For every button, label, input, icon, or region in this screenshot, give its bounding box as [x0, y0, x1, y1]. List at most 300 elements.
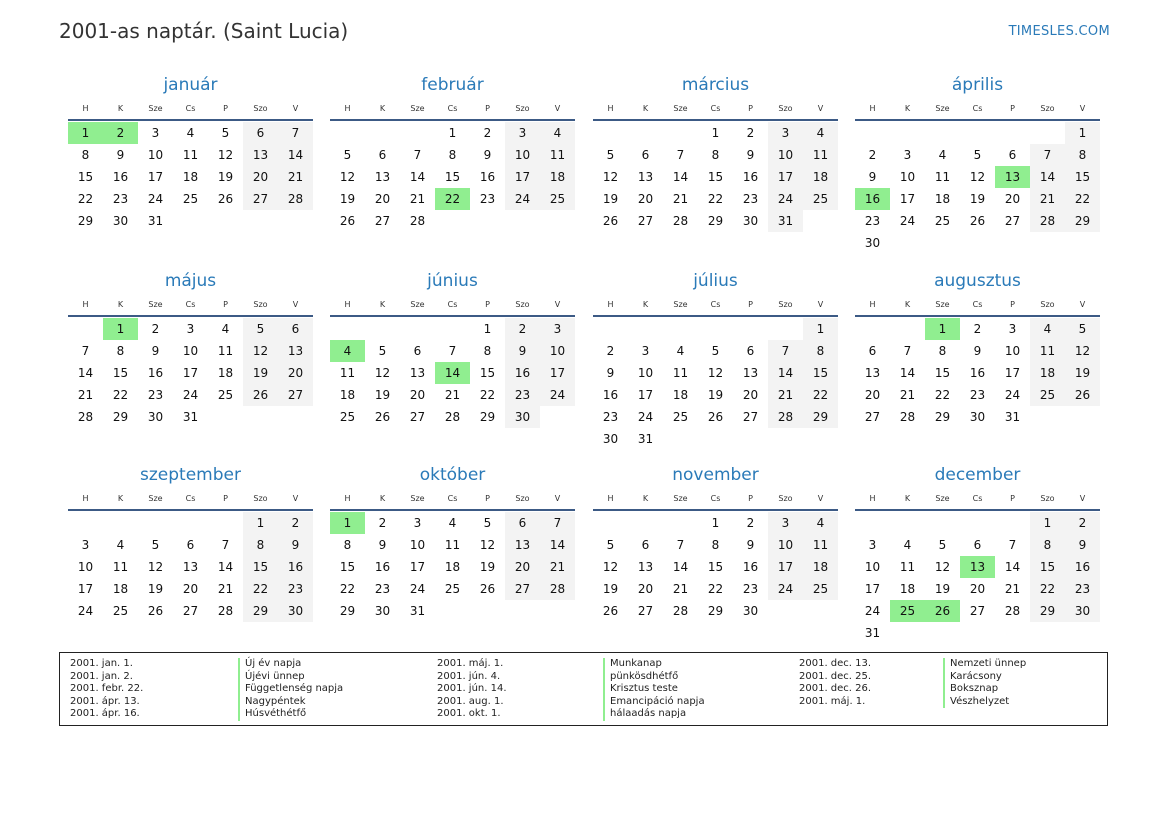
- day-cell: 21: [278, 166, 313, 188]
- day-cell: 21: [672, 192, 689, 206]
- weekday-label: K: [379, 300, 386, 309]
- day-cell: 21: [1004, 582, 1021, 596]
- day-cell: 25: [803, 188, 838, 210]
- weekday-label: Sze: [148, 104, 163, 113]
- page-title: 2001-as naptár. (Saint Lucia): [59, 19, 349, 43]
- day-cell: 5: [378, 344, 387, 358]
- day-cell: 8: [1065, 144, 1100, 166]
- month-calendar: [330, 462, 575, 622]
- day-cell: 8: [81, 148, 90, 162]
- day-cell: 20: [637, 582, 654, 596]
- day-cell: 30: [147, 410, 164, 424]
- month-calendar: [68, 72, 313, 232]
- holiday-names-col-3: [943, 658, 1026, 708]
- empty-cell: [663, 512, 698, 534]
- day-cell: 3: [151, 126, 160, 140]
- day-cell: 29: [77, 214, 94, 228]
- month-name: február: [421, 75, 484, 95]
- day-cell: 28: [672, 214, 689, 228]
- day-cell: 16: [147, 366, 164, 380]
- day-cell: 7: [1008, 538, 1017, 552]
- day-cell: 1: [103, 318, 138, 340]
- day-cell: 15: [1030, 556, 1065, 578]
- empty-cell: [768, 318, 803, 340]
- day-grid: [68, 511, 313, 622]
- weekday-label: H: [607, 104, 614, 113]
- day-cell: 13: [409, 366, 426, 380]
- day-cell: 27: [969, 604, 986, 618]
- day-cell: 6: [378, 148, 387, 162]
- holiday-name: Nagypéntek: [238, 696, 343, 709]
- weekday-label: Szo: [515, 300, 530, 309]
- day-cell: 4: [221, 322, 230, 336]
- day-cell: 15: [803, 362, 838, 384]
- day-cell: 19: [602, 582, 619, 596]
- weekday-label: P: [485, 494, 490, 503]
- day-cell: 20: [1004, 192, 1021, 206]
- day-cell: 25: [112, 604, 129, 618]
- day-cell: 3: [768, 122, 803, 144]
- day-cell: 6: [186, 538, 195, 552]
- weekday-label: V: [817, 104, 824, 113]
- day-cell: 4: [803, 512, 838, 534]
- day-cell: 14: [672, 560, 689, 574]
- empty-cell: [593, 318, 628, 340]
- day-cell: 7: [903, 344, 912, 358]
- day-cell: 17: [505, 166, 540, 188]
- day-cell: 8: [116, 344, 125, 358]
- day-cell: 4: [903, 538, 912, 552]
- day-cell: 4: [330, 340, 365, 362]
- day-cell: 5: [606, 148, 615, 162]
- weekday-label: H: [607, 300, 614, 309]
- weekday-header: [68, 488, 313, 511]
- holiday-name: Vészhelyzet: [943, 696, 1026, 709]
- day-cell: 17: [147, 170, 164, 184]
- day-cell: 25: [672, 410, 689, 424]
- day-cell: 15: [243, 556, 278, 578]
- day-cell: 2: [151, 322, 160, 336]
- weekday-label: P: [485, 300, 490, 309]
- day-grid: [855, 511, 1100, 644]
- day-cell: 6: [505, 512, 540, 534]
- day-cell: 11: [182, 148, 199, 162]
- day-cell: 19: [479, 560, 496, 574]
- day-cell: 28: [1030, 210, 1065, 232]
- day-grid: [330, 511, 575, 622]
- day-cell: 6: [973, 538, 982, 552]
- month-name: március: [681, 75, 750, 95]
- day-cell: 13: [278, 340, 313, 362]
- weekday-label: K: [642, 494, 649, 503]
- day-cell: 11: [672, 366, 689, 380]
- day-cell: 22: [934, 388, 951, 402]
- day-cell: 7: [676, 148, 685, 162]
- empty-cell: [960, 512, 995, 534]
- weekday-label: P: [1010, 104, 1015, 113]
- weekday-label: Cs: [447, 300, 458, 309]
- day-cell: 11: [899, 560, 916, 574]
- empty-cell: [628, 318, 663, 340]
- day-cell: 27: [864, 410, 881, 424]
- day-cell: 9: [378, 538, 387, 552]
- day-cell: 8: [343, 538, 352, 552]
- day-cell: 2: [746, 126, 755, 140]
- day-cell: 18: [672, 388, 689, 402]
- holiday-name: Függetlenség napja: [238, 683, 343, 696]
- day-cell: 1: [711, 516, 720, 530]
- day-cell: 4: [1030, 318, 1065, 340]
- day-cell: 5: [151, 538, 160, 552]
- day-cell: 24: [182, 388, 199, 402]
- day-cell: 25: [803, 578, 838, 600]
- day-cell: 22: [1065, 188, 1100, 210]
- day-cell: 30: [742, 214, 759, 228]
- month-name: december: [934, 465, 1021, 485]
- day-cell: 26: [1065, 384, 1100, 406]
- day-cell: 20: [864, 388, 881, 402]
- empty-cell: [960, 122, 995, 144]
- holiday-name: Nemzeti ünnep: [943, 658, 1026, 671]
- day-cell: 9: [606, 366, 615, 380]
- day-cell: 20: [278, 362, 313, 384]
- day-cell: 11: [803, 534, 838, 556]
- day-cell: 23: [1065, 578, 1100, 600]
- weekday-label: P: [223, 494, 228, 503]
- day-cell: 16: [855, 188, 890, 210]
- day-cell: 6: [1008, 148, 1017, 162]
- day-cell: 30: [374, 604, 391, 618]
- day-cell: 12: [243, 340, 278, 362]
- day-cell: 17: [899, 192, 916, 206]
- day-cell: 25: [890, 600, 925, 622]
- empty-cell: [995, 122, 1030, 144]
- month-name: július: [693, 271, 738, 291]
- day-cell: 23: [602, 410, 619, 424]
- holiday-date: 2001. aug. 1.: [437, 695, 504, 707]
- weekday-label: K: [642, 300, 649, 309]
- day-cell: 8: [1030, 534, 1065, 556]
- day-grid: [855, 121, 1100, 254]
- day-cell: 19: [374, 388, 391, 402]
- day-cell: 12: [934, 560, 951, 574]
- day-cell: 10: [768, 534, 803, 556]
- day-cell: 30: [969, 410, 986, 424]
- day-cell: 22: [707, 192, 724, 206]
- empty-cell: [400, 318, 435, 340]
- weekday-label: K: [904, 104, 911, 113]
- day-cell: 6: [641, 538, 650, 552]
- day-cell: 5: [938, 538, 947, 552]
- weekday-label: Szo: [1040, 104, 1055, 113]
- weekday-label: K: [379, 104, 386, 113]
- day-grid: [68, 121, 313, 232]
- day-cell: 5: [606, 538, 615, 552]
- month-calendar: [855, 462, 1100, 644]
- day-cell: 28: [1004, 604, 1021, 618]
- day-cell: 14: [217, 560, 234, 574]
- month-name: május: [164, 271, 217, 291]
- day-cell: 13: [182, 560, 199, 574]
- day-cell: 21: [444, 388, 461, 402]
- weekday-label: V: [1079, 300, 1086, 309]
- day-cell: 23: [147, 388, 164, 402]
- day-cell: 19: [339, 192, 356, 206]
- day-cell: 12: [339, 170, 356, 184]
- day-cell: 20: [969, 582, 986, 596]
- day-cell: 21: [217, 582, 234, 596]
- day-cell: 24: [899, 214, 916, 228]
- day-cell: 20: [637, 192, 654, 206]
- day-cell: 27: [637, 604, 654, 618]
- holiday-date: 2001. jan. 1.: [70, 658, 133, 669]
- day-cell: 29: [479, 410, 496, 424]
- day-cell: 10: [1004, 344, 1021, 358]
- month-calendar: [68, 462, 313, 622]
- weekday-label: V: [292, 300, 299, 309]
- day-cell: 19: [707, 388, 724, 402]
- day-cell: 20: [243, 166, 278, 188]
- day-cell: 10: [182, 344, 199, 358]
- day-cell: 23: [969, 388, 986, 402]
- day-cell: 29: [934, 410, 951, 424]
- day-cell: 9: [868, 170, 877, 184]
- day-cell: 1: [1030, 512, 1065, 534]
- day-cell: 19: [147, 582, 164, 596]
- day-cell: 9: [151, 344, 160, 358]
- day-cell: 4: [116, 538, 125, 552]
- day-cell: 23: [374, 582, 391, 596]
- day-cell: 26: [707, 410, 724, 424]
- month-calendar: [330, 72, 575, 232]
- day-cell: 27: [374, 214, 391, 228]
- weekday-label: Szo: [253, 300, 268, 309]
- day-cell: 13: [864, 366, 881, 380]
- day-cell: 22: [339, 582, 356, 596]
- month-calendar: [855, 72, 1100, 254]
- day-cell: 11: [217, 344, 234, 358]
- day-cell: 12: [147, 560, 164, 574]
- weekday-label: Szo: [515, 104, 530, 113]
- empty-cell: [68, 512, 103, 534]
- holiday-name: Munkanap: [603, 658, 705, 671]
- day-cell: 17: [409, 560, 426, 574]
- day-cell: 1: [925, 318, 960, 340]
- weekday-label: Cs: [185, 300, 196, 309]
- day-cell: 12: [969, 170, 986, 184]
- weekday-label: Sze: [148, 494, 163, 503]
- month-calendar: [593, 268, 838, 450]
- day-cell: 11: [339, 366, 356, 380]
- day-cell: 29: [707, 604, 724, 618]
- day-cell: 31: [409, 604, 426, 618]
- weekday-label: P: [1010, 300, 1015, 309]
- weekday-label: H: [607, 494, 614, 503]
- day-cell: 3: [81, 538, 90, 552]
- weekday-label: V: [817, 494, 824, 503]
- empty-cell: [698, 318, 733, 340]
- day-cell: 1: [711, 126, 720, 140]
- day-cell: 18: [899, 582, 916, 596]
- weekday-label: Sze: [410, 300, 425, 309]
- day-cell: 15: [934, 366, 951, 380]
- weekday-label: Sze: [673, 494, 688, 503]
- day-cell: 30: [112, 214, 129, 228]
- weekday-header: [855, 98, 1100, 121]
- day-cell: 25: [182, 192, 199, 206]
- day-cell: 10: [77, 560, 94, 574]
- day-cell: 27: [243, 188, 278, 210]
- day-cell: 2: [103, 122, 138, 144]
- day-cell: 14: [768, 362, 803, 384]
- weekday-label: Sze: [410, 494, 425, 503]
- holiday-name: Boksznap: [943, 683, 1026, 696]
- day-cell: 23: [742, 582, 759, 596]
- day-cell: 30: [864, 236, 881, 250]
- holiday-list: [59, 652, 1108, 726]
- day-cell: 12: [707, 366, 724, 380]
- day-cell: 22: [112, 388, 129, 402]
- day-cell: 28: [77, 410, 94, 424]
- day-cell: 21: [540, 556, 575, 578]
- day-cell: 13: [505, 534, 540, 556]
- month-name: november: [672, 465, 759, 485]
- day-cell: 3: [505, 122, 540, 144]
- day-cell: 21: [768, 384, 803, 406]
- day-cell: 11: [934, 170, 951, 184]
- weekday-label: Szo: [515, 494, 530, 503]
- day-cell: 8: [711, 538, 720, 552]
- day-cell: 15: [444, 170, 461, 184]
- day-cell: 18: [803, 166, 838, 188]
- day-cell: 2: [505, 318, 540, 340]
- day-cell: 3: [540, 318, 575, 340]
- day-cell: 19: [217, 170, 234, 184]
- day-cell: 15: [112, 366, 129, 380]
- day-cell: 14: [1030, 166, 1065, 188]
- day-cell: 1: [483, 322, 492, 336]
- weekday-label: V: [1079, 494, 1086, 503]
- day-cell: 9: [1065, 534, 1100, 556]
- weekday-label: Cs: [447, 494, 458, 503]
- weekday-label: Sze: [935, 494, 950, 503]
- empty-cell: [925, 122, 960, 144]
- day-cell: 2: [1065, 512, 1100, 534]
- day-cell: 2: [868, 148, 877, 162]
- day-cell: 4: [803, 122, 838, 144]
- day-cell: 26: [374, 410, 391, 424]
- weekday-label: P: [748, 300, 753, 309]
- day-cell: 6: [413, 344, 422, 358]
- month-calendar: [855, 268, 1100, 428]
- empty-cell: [330, 122, 365, 144]
- day-cell: 19: [934, 582, 951, 596]
- holiday-date: 2001. ápr. 13.: [70, 695, 140, 707]
- weekday-label: V: [292, 104, 299, 113]
- day-cell: 14: [77, 366, 94, 380]
- day-cell: 7: [81, 344, 90, 358]
- weekday-label: H: [869, 104, 876, 113]
- holiday-name: hálaadás napja: [603, 708, 705, 721]
- weekday-label: P: [748, 494, 753, 503]
- day-cell: 23: [112, 192, 129, 206]
- day-grid: [330, 317, 575, 428]
- site-link[interactable]: TIMESLES.COM: [1008, 24, 1110, 39]
- day-cell: 21: [409, 192, 426, 206]
- day-cell: 27: [637, 214, 654, 228]
- day-cell: 27: [409, 410, 426, 424]
- day-cell: 12: [217, 148, 234, 162]
- empty-cell: [68, 318, 103, 340]
- day-cell: 19: [1065, 362, 1100, 384]
- weekday-header: [330, 98, 575, 121]
- day-cell: 15: [339, 560, 356, 574]
- day-cell: 23: [742, 192, 759, 206]
- day-cell: 21: [77, 388, 94, 402]
- day-cell: 2: [483, 126, 492, 140]
- holiday-date: 2001. okt. 1.: [437, 708, 501, 720]
- day-cell: 11: [112, 560, 129, 574]
- holiday-date: 2001. jún. 4.: [437, 670, 501, 682]
- weekday-label: K: [642, 104, 649, 113]
- day-cell: 11: [1030, 340, 1065, 362]
- day-grid: [330, 121, 575, 232]
- day-cell: 8: [448, 148, 457, 162]
- day-cell: 18: [339, 388, 356, 402]
- day-cell: 10: [899, 170, 916, 184]
- holiday-name: Újévi ünnep: [238, 671, 343, 684]
- holiday-date: 2001. máj. 1.: [799, 695, 866, 707]
- day-cell: 17: [540, 362, 575, 384]
- day-cell: 26: [339, 214, 356, 228]
- day-cell: 9: [505, 340, 540, 362]
- day-cell: 4: [186, 126, 195, 140]
- day-cell: 24: [505, 188, 540, 210]
- day-cell: 18: [217, 366, 234, 380]
- day-grid: [68, 317, 313, 428]
- day-cell: 14: [435, 362, 470, 384]
- holiday-dates-col-2: [437, 658, 507, 721]
- day-cell: 17: [768, 166, 803, 188]
- day-cell: 13: [995, 166, 1030, 188]
- day-cell: 12: [374, 366, 391, 380]
- day-cell: 5: [221, 126, 230, 140]
- day-cell: 14: [672, 170, 689, 184]
- day-cell: 1: [243, 512, 278, 534]
- day-cell: 4: [938, 148, 947, 162]
- day-cell: 2: [746, 516, 755, 530]
- day-cell: 26: [147, 604, 164, 618]
- day-cell: 16: [969, 366, 986, 380]
- day-cell: 20: [409, 388, 426, 402]
- day-cell: 2: [973, 322, 982, 336]
- day-cell: 3: [768, 512, 803, 534]
- empty-cell: [593, 122, 628, 144]
- weekday-label: Cs: [185, 494, 196, 503]
- holiday-names-col-2: [603, 658, 705, 721]
- day-cell: 19: [243, 362, 278, 384]
- day-cell: 20: [374, 192, 391, 206]
- day-cell: 16: [602, 388, 619, 402]
- day-cell: 12: [1065, 340, 1100, 362]
- weekday-label: Szo: [778, 104, 793, 113]
- empty-cell: [733, 318, 768, 340]
- day-cell: 21: [1030, 188, 1065, 210]
- day-cell: 3: [186, 322, 195, 336]
- holiday-name: Húsvéthétfő: [238, 708, 343, 721]
- day-cell: 22: [1030, 578, 1065, 600]
- day-cell: 3: [641, 344, 650, 358]
